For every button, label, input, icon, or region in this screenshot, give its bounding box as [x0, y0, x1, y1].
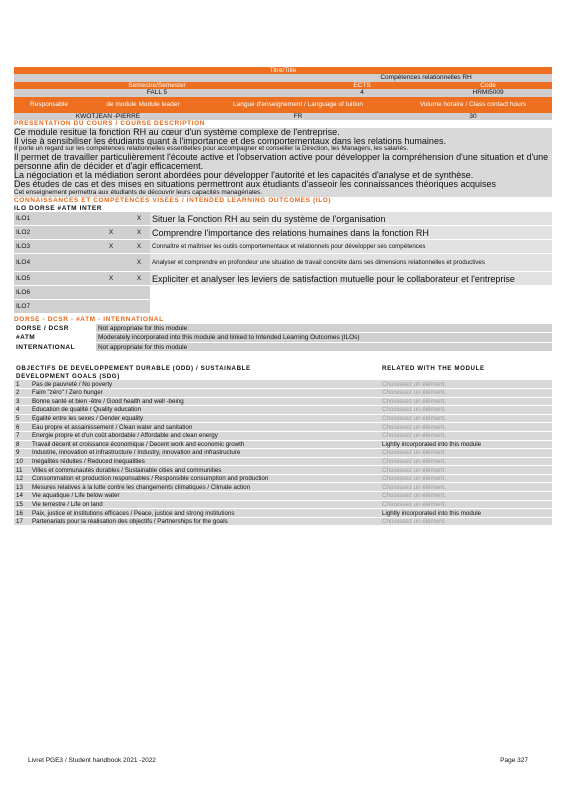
description-line: Il vise à sensibiliser les étudiants quant à l'importance et des comportementaux dans les relations humaines. — [14, 136, 446, 146]
table-cell — [44, 272, 94, 286]
table-cell — [150, 300, 552, 314]
table-cell: X — [128, 254, 150, 272]
table-cell — [94, 254, 128, 272]
table-cell — [44, 240, 94, 254]
sdg-number: 15 — [14, 500, 30, 509]
code-value: HRMI5009 — [424, 89, 552, 96]
sdg-label: Mesures relatives à la lutte contre les changements climatiques / Climate action — [30, 483, 380, 492]
sdg-row — [14, 509, 552, 518]
table-cell: ILO5 — [14, 272, 44, 286]
sdg-number: 13 — [14, 483, 30, 492]
ects-header: ECTS — [300, 82, 424, 89]
table-cell: ILO7 — [14, 300, 44, 314]
sdg-relation-select[interactable]: Lightly incorporated into this module — [380, 440, 552, 449]
table-cell: Situer la Fonction RH au sein du système de l'organisation — [150, 212, 552, 226]
ilo-row — [14, 286, 552, 300]
sdg-number: 12 — [14, 474, 30, 483]
legend-value: Not appropriate for this module — [96, 342, 552, 352]
sdg-header-line2: DEVELOPMENT GOALS (SDG) — [16, 372, 120, 380]
description-line: personne afin de décider et d'agir efficacement. — [14, 162, 204, 172]
description-line: Des études de cas et des mises en situations permettront aux étudiants d'asseoir les connaissances théoriques acquises — [14, 180, 496, 190]
course-title: Compétences relationnelles RH — [300, 74, 552, 81]
table-cell — [150, 286, 552, 300]
course-sheet — [14, 67, 552, 526]
sdg-number: 10 — [14, 457, 30, 466]
legend-title: DORSE - DCSR - #ATM - INTERNATIONAL — [14, 316, 164, 324]
table-cell — [44, 212, 94, 226]
table-cell: X — [94, 240, 128, 254]
leader-value: KWOTJEAN -PIERRE — [14, 113, 202, 120]
table-cell: X — [128, 240, 150, 254]
sdg-relation-select[interactable]: Choisissez un élément. — [380, 492, 552, 501]
sdg-table — [14, 364, 552, 380]
ilo-table — [14, 212, 552, 314]
sdg-relation-select[interactable]: Choisissez un élément. — [380, 474, 552, 483]
legend-key: DORSE / DCSR — [16, 324, 69, 332]
sdg-relation-select[interactable]: Choisissez un élément. — [380, 388, 552, 397]
sdg-number: 4 — [14, 406, 30, 415]
table-cell: ILO1 — [14, 212, 44, 226]
legend-key: #ATM — [16, 334, 36, 342]
leader-header: Responsable — [14, 97, 84, 113]
sdg-number: 14 — [14, 492, 30, 501]
ects-value: 4 — [300, 89, 424, 96]
table-cell: ILO6 — [14, 286, 44, 300]
hours-header: Volume horaire / Class contact hours — [394, 97, 552, 113]
table-cell: X — [94, 226, 128, 240]
sdg-row — [14, 492, 552, 501]
module-leader-header: de module Module leader — [84, 97, 202, 113]
table-cell: ILO3 — [14, 240, 44, 254]
sdg-label: Egalité entre les sexes / Gender equality — [30, 414, 380, 423]
sdg-relation-select[interactable]: Choisissez un élément. — [380, 466, 552, 475]
sdg-relation-select[interactable]: Choisissez un élément. — [380, 431, 552, 440]
sdg-row — [14, 466, 552, 475]
sdg-label: Education de qualité / Quality education — [30, 406, 380, 415]
ilo-row — [14, 226, 552, 240]
sdg-relation-select[interactable]: Choisissez un élément. — [380, 380, 552, 388]
sdg-label: Faim "zéro" / Zero hunger — [30, 388, 380, 397]
sdg-label: Consommation et production responsables / Responsible consumption and production — [30, 474, 380, 483]
sdg-label: Paix, justice et institutions efficaces / Peace, justice and strong institutions — [30, 509, 380, 518]
sdg-label: Partenariats pour la réalisation des objectifs / Partnerships for the goals — [30, 517, 380, 526]
sdg-relation-select[interactable]: Choisissez un élément. — [380, 449, 552, 458]
sdg-relation-select[interactable]: Choisissez un élément. — [380, 406, 552, 415]
sdg-row — [14, 406, 552, 415]
sdg-label: Villes et communautés durables / Sustainable cities and communities — [30, 466, 380, 475]
course-header-table — [14, 67, 552, 120]
table-cell: Analyser et comprendre en profondeur une situation de travail concrète dans ses dimensions relationnelles et productives — [150, 254, 552, 272]
sdg-row — [14, 431, 552, 440]
ilo-row — [14, 272, 552, 286]
table-cell — [94, 286, 128, 300]
legend-value: Moderately incorporated into this module and linked to Intended Learning Outcomes (ILOs) — [96, 333, 552, 343]
table-cell: ILO4 — [14, 254, 44, 272]
footer-left: Livret PGE3 / Student handbook 2021 -2022 — [28, 757, 156, 764]
sdg-row — [14, 500, 552, 509]
sdg-number: 16 — [14, 509, 30, 518]
sdg-row — [14, 517, 552, 526]
sdg-number: 11 — [14, 466, 30, 475]
sdg-relation-select[interactable]: Lightly incorporated into this module — [380, 509, 552, 518]
sdg-list — [14, 380, 552, 526]
sdg-relation-select[interactable]: Choisissez un élément. — [380, 517, 552, 526]
sdg-row — [14, 457, 552, 466]
legend-value: Not appropriate for this module — [96, 324, 552, 333]
table-cell — [128, 286, 150, 300]
ilo-row — [14, 254, 552, 272]
sdg-label: Vie aquatique / Life below water — [30, 492, 380, 501]
table-cell — [44, 254, 94, 272]
table-cell — [94, 300, 128, 314]
sdg-row — [14, 440, 552, 449]
sdg-row — [14, 380, 552, 388]
sdg-label: Pas de pauvreté / No poverty — [30, 380, 380, 388]
sdg-row — [14, 388, 552, 397]
language-value: FR — [202, 113, 394, 120]
hours-value: 30 — [394, 113, 552, 120]
table-cell: X — [128, 226, 150, 240]
description-line: Cet enseignement permettra aux étudiants de découvrir leurs capacités managériales. — [14, 189, 263, 197]
table-cell — [44, 286, 94, 300]
table-cell: ILO2 — [14, 226, 44, 240]
sdg-number: 7 — [14, 431, 30, 440]
sdg-label: Vie terrestre / Life on land — [30, 500, 380, 509]
sdg-number: 1 — [14, 380, 30, 388]
course-description — [14, 128, 552, 197]
table-cell: X — [94, 272, 128, 286]
legend-table — [14, 324, 552, 353]
table-cell: Connaître et maîtriser les outils comportementaux et relationnels pour développer ses compétences — [150, 240, 552, 254]
sdg-relation-select[interactable]: Choisissez un élément. — [380, 397, 552, 406]
table-cell: X — [128, 272, 150, 286]
sdg-label: Travail décent et croissance économique / Decent work and economic growth — [30, 440, 380, 449]
table-cell: Expliciter et analyser les leviers de satisfaction mutuelle pour le collaborateur et l'entreprise — [150, 272, 552, 286]
code-header: Code — [424, 82, 552, 89]
table-cell — [44, 300, 94, 314]
sdg-relation-select[interactable]: Choisissez un élément. — [380, 423, 552, 432]
table-cell: Comprendre l'importance des relations humaines dans la fonction RH — [150, 226, 552, 240]
sdg-row — [14, 474, 552, 483]
sdg-row — [14, 397, 552, 406]
table-cell — [128, 300, 150, 314]
sdg-relation-select[interactable]: Choisissez un élément. — [380, 414, 552, 423]
semester-header: Semestre/Semester — [14, 82, 300, 89]
sdg-relation-select[interactable]: Choisissez un élément. — [380, 457, 552, 466]
sdg-label: Energie propre et d'un coût abordable / Affordable and clean energy — [30, 431, 380, 440]
sdg-relation-select[interactable]: Choisissez un élément. — [380, 500, 552, 509]
title-header: Titre/Title — [14, 67, 552, 74]
sdg-row — [14, 414, 552, 423]
sdg-row — [14, 423, 552, 432]
table-cell — [94, 212, 128, 226]
sdg-number: 5 — [14, 414, 30, 423]
sdg-row — [14, 483, 552, 492]
sdg-header: OBJECTIFS DE DEVELOPPEMENT DURABLE (ODD) / SUSTAINABLE — [16, 364, 251, 372]
sdg-number: 6 — [14, 423, 30, 432]
ilo-row — [14, 240, 552, 254]
sdg-number: 9 — [14, 449, 30, 458]
competences-title: CONNAISSANCES ET COMPETENCES VISEES / INTENDED LEARNING OUTCOMES (ILO) — [14, 197, 332, 205]
description-line: Ce module resitue la fonction RH au cœur d'un système complexe de l'entreprise. — [14, 127, 340, 137]
sdg-label: Industrie, innovation et infrastructure / Industry, innovation and infrastructure — [30, 449, 380, 458]
description-line: Il permet de travailler particulièrement l'écoute active et l'observation active pour développer la compréhension d'une situation et d'une — [14, 153, 549, 163]
sdg-row — [14, 449, 552, 458]
competences-columns: ILO DORSE #ATM INTER — [14, 204, 103, 212]
sdg-number: 3 — [14, 397, 30, 406]
sdg-label: Inégalités réduites / Reduced inequalities — [30, 457, 380, 466]
legend-key: INTERNATIONAL — [16, 343, 76, 351]
sdg-label: Eau propre et assainissement / Clean water and sanitation — [30, 423, 380, 432]
semester-value: FALL 5 — [14, 89, 300, 96]
ilo-row — [14, 212, 552, 226]
sdg-number: 17 — [14, 517, 30, 526]
sdg-relation-select[interactable]: Choisissez un élément. — [380, 483, 552, 492]
sdg-number: 8 — [14, 440, 30, 449]
ilo-row — [14, 300, 552, 314]
language-header: Langue d'enseignement / Language of tuition — [202, 97, 394, 113]
sdg-related-header: RELATED WITH THE MODULE — [382, 364, 485, 372]
description-line: Il porte un regard sur les compétences relationnelles essentielles pour accompagner et conseiller la Direction, les Managers, les salariés. — [14, 145, 409, 153]
table-cell — [44, 226, 94, 240]
sdg-number: 2 — [14, 388, 30, 397]
description-line: La négociation et la médiation seront abordées pour développer l'autorité et les capacités d'analyse et de synthèse. — [14, 171, 474, 181]
sdg-label: Bonne santé et bien -être / Good health and well -being — [30, 397, 380, 406]
table-cell: X — [128, 212, 150, 226]
footer-page: Page 327 — [500, 757, 528, 764]
presentation-title: PRESENTATION DU COURS / COURSE DESCRIPTION — [14, 120, 206, 128]
